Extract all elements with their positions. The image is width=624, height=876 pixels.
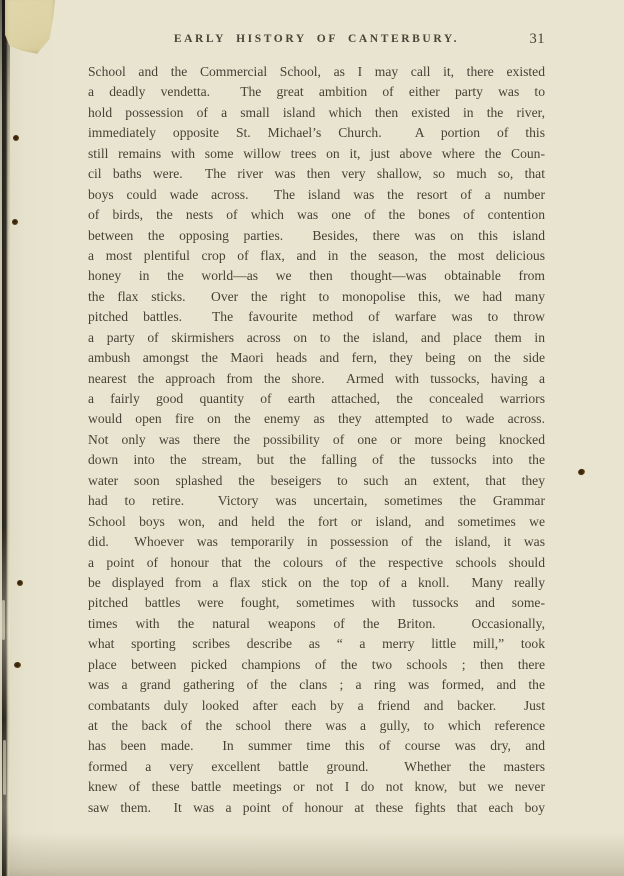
text-line: was a grand gathering of the clans ; a ring was formed, and the [88, 677, 545, 693]
text-line: Not only was there the possibility of one or more being knocked [88, 431, 545, 447]
text-line: combatants duly looked after each by a friend and backer. Just [88, 697, 545, 713]
text-line: School boys won, and held the fort or island, and sometimes we [88, 513, 545, 529]
text-line: of birds, the nests of which was one of the bones of contention [88, 207, 545, 223]
text-line: did. Whoever was temporarily in possession of the island, it was [88, 534, 545, 550]
text-line: would open fire on the enemy as they attempted to wade across. [88, 411, 545, 427]
ink-spot [14, 662, 21, 668]
tape-artifact [5, 0, 55, 56]
text-line: pitched battles. The favourite method of warfare was to throw [88, 309, 545, 325]
ink-spot [17, 580, 23, 586]
text-line: a party of skirmishers across on to the island, and place them in [88, 329, 545, 345]
text-line: times with the natural weapons of the Briton. Occasionally, [88, 615, 545, 631]
text-line: place between picked champions of the two schools ; then there [88, 656, 545, 672]
ink-spot [12, 219, 18, 225]
binding-highlight [3, 740, 6, 795]
text-line: a deadly vendetta. The great ambition of either party was to [88, 84, 545, 100]
text-line: honey in the world—as we then thought—was obtainable from [88, 268, 545, 284]
text-line: nearest the approach from the shore. Armed with tussocks, having a [88, 370, 545, 386]
text-line: cil baths were. The river was then very shallow, so much so, that [88, 166, 545, 182]
text-line: School and the Commercial School, as I may call it, there existed [88, 64, 545, 79]
text-line: be displayed from a flax stick on the top of a knoll. Many really [88, 574, 545, 590]
text-line: immediately opposite St. Michael’s Church. A portion of this [88, 125, 545, 141]
text-line: ambush amongst the Maori heads and fern, they being on the side [88, 350, 545, 366]
running-header-title: EARLY HISTORY OF CANTERBURY. [173, 33, 460, 45]
text-line: knew of these battle meetings or not I do not know, but we never [88, 779, 545, 795]
text-line: a fairly good quantity of earth attached, the concealed warriors [88, 391, 545, 406]
ink-spot [577, 468, 586, 476]
text-line: formed a very excellent battle ground. Whether the masters [88, 758, 545, 774]
text-line: has been made. In summer time this of course was dry, and [88, 738, 545, 754]
text-line: pitched battles were fought, sometimes with tussocks and some- [88, 595, 545, 611]
text-line: a point of honour that the colours of the respective schools should [88, 554, 545, 570]
text-line: what sporting scribes describe as “ a merry little mill,” took [88, 636, 545, 652]
text-line: the flax sticks. Over the right to monopolise this, we had many [88, 288, 545, 304]
body-text [88, 62, 545, 818]
text-line: between the opposing parties. Besides, there was on this island [88, 227, 545, 243]
binding-highlight [2, 600, 5, 640]
text-line: saw them. It was a point of honour at these fights that each boy [88, 799, 545, 815]
text-line: hold possession of a small island which then existed in the river, [88, 104, 545, 120]
text-line: had to retire. Victory was uncertain, sometimes the Grammar [88, 493, 545, 509]
running-header [88, 33, 545, 51]
text-line: still remains with some willow trees on it, just above where the Coun- [88, 145, 545, 161]
text-line: boys could wade across. The island was the resort of a number [88, 186, 545, 202]
page-number: 31 [529, 31, 545, 47]
text-line: a most plentiful crop of flax, and in the season, the most delicious [88, 247, 545, 263]
ink-spot [13, 135, 19, 141]
text-line: at the back of the school there was a gully, to which reference [88, 718, 545, 733]
text-line: water soon splashed the beseigers to such an extent, that they [88, 472, 545, 488]
text-line: down into the stream, but the falling of the tussocks into the [88, 452, 545, 468]
